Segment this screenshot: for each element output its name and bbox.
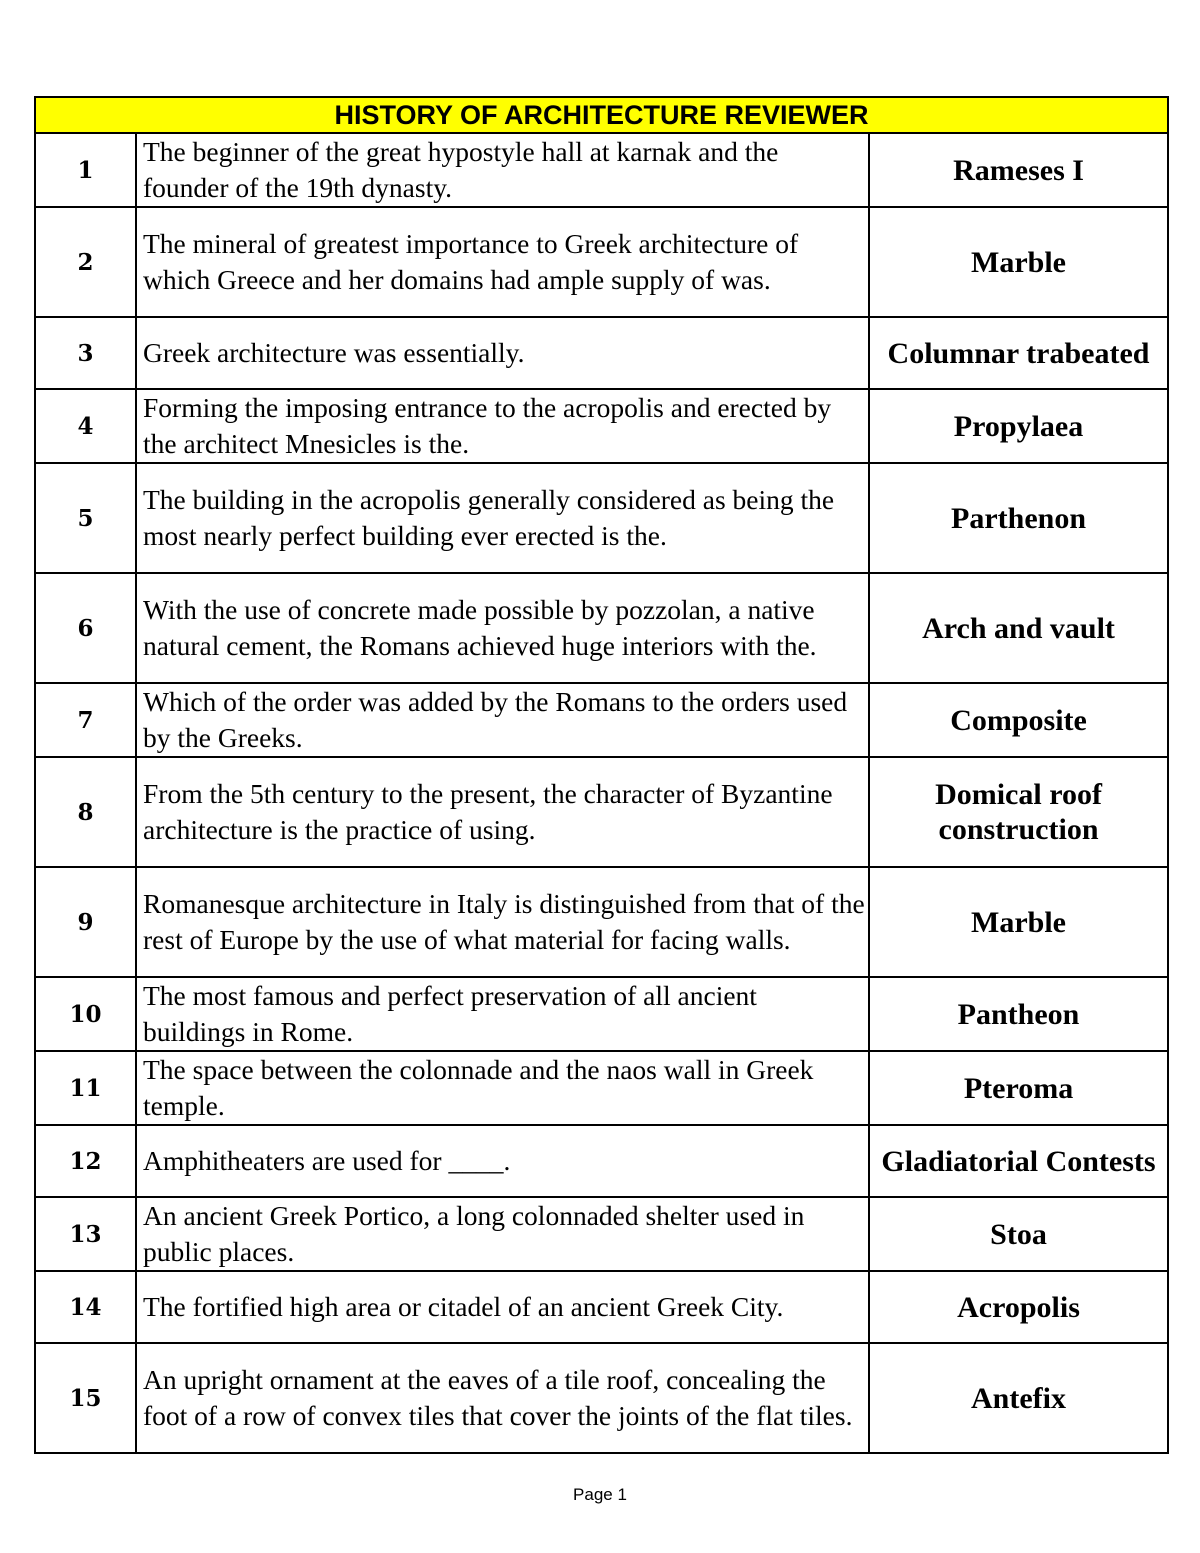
- item-number: 6: [35, 573, 136, 683]
- question-text: The space between the colonnade and the naos wall in Greek temple.: [136, 1051, 869, 1125]
- answer-text: Stoa: [869, 1197, 1168, 1271]
- item-number: 2: [35, 207, 136, 317]
- question-text: An upright ornament at the eaves of a tile roof, concealing the foot of a row of convex tiles that cover the joints of the flat tiles.: [136, 1343, 869, 1453]
- question-text: With the use of concrete made possible by pozzolan, a native natural cement, the Romans achieved huge interiors with the.: [136, 573, 869, 683]
- answer-text: Antefix: [869, 1343, 1168, 1453]
- page-number: Page 1: [573, 1485, 627, 1504]
- question-text: From the 5th century to the present, the character of Byzantine architecture is the practice of using.: [136, 757, 869, 867]
- question-text: Amphitheaters are used for ____.: [136, 1125, 869, 1197]
- answer-text: Columnar trabeated: [869, 317, 1168, 389]
- answer-text: Gladiatorial Contests: [869, 1125, 1168, 1197]
- item-number: 5: [35, 463, 136, 573]
- item-number: 4: [35, 389, 136, 463]
- table-row: [35, 1271, 1168, 1343]
- item-number: 14: [35, 1271, 136, 1343]
- question-text: The building in the acropolis generally considered as being the most nearly perfect building ever erected is the.: [136, 463, 869, 573]
- table-row: [35, 317, 1168, 389]
- table-row: [35, 463, 1168, 573]
- table-row: [35, 867, 1168, 977]
- table-row: [35, 133, 1168, 207]
- table-row: [35, 1197, 1168, 1271]
- table-row: [35, 573, 1168, 683]
- answer-text: Propylaea: [869, 389, 1168, 463]
- table-row: [35, 683, 1168, 757]
- question-text: Romanesque architecture in Italy is distinguished from that of the rest of Europe by the use of what material for facing walls.: [136, 867, 869, 977]
- item-number: 12: [35, 1125, 136, 1197]
- answer-text: Acropolis: [869, 1271, 1168, 1343]
- answer-text: Arch and vault: [869, 573, 1168, 683]
- question-text: Which of the order was added by the Romans to the orders used by the Greeks.: [136, 683, 869, 757]
- item-number: 9: [35, 867, 136, 977]
- table-row: [35, 977, 1168, 1051]
- question-text: The most famous and perfect preservation of all ancient buildings in Rome.: [136, 977, 869, 1051]
- table-row: [35, 1343, 1168, 1453]
- item-number: 1: [35, 133, 136, 207]
- question-text: Greek architecture was essentially.: [136, 317, 869, 389]
- table-row: [35, 757, 1168, 867]
- answer-text: Rameses I: [869, 133, 1168, 207]
- item-number: 13: [35, 1197, 136, 1271]
- answer-text: Parthenon: [869, 463, 1168, 573]
- question-text: An ancient Greek Portico, a long colonnaded shelter used in public places.: [136, 1197, 869, 1271]
- table-row: [35, 1051, 1168, 1125]
- answer-text: Marble: [869, 867, 1168, 977]
- question-text: The beginner of the great hypostyle hall at karnak and the founder of the 19th dynasty.: [136, 133, 869, 207]
- answer-text: Composite: [869, 683, 1168, 757]
- item-number: 11: [35, 1051, 136, 1125]
- question-text: The fortified high area or citadel of an ancient Greek City.: [136, 1271, 869, 1343]
- reviewer-table: [34, 96, 1169, 1454]
- question-text: The mineral of greatest importance to Greek architecture of which Greece and her domains had ample supply of was.: [136, 207, 869, 317]
- item-number: 8: [35, 757, 136, 867]
- answer-text: Pteroma: [869, 1051, 1168, 1125]
- answer-text: Pantheon: [869, 977, 1168, 1051]
- item-number: 10: [35, 977, 136, 1051]
- item-number: 15: [35, 1343, 136, 1453]
- title-row: [35, 97, 1168, 133]
- table-row: [35, 207, 1168, 317]
- answer-text: Domical roof construction: [869, 757, 1168, 867]
- question-text: Forming the imposing entrance to the acropolis and erected by the architect Mnesicles is the.: [136, 389, 869, 463]
- table-row: [35, 1125, 1168, 1197]
- table-row: [35, 389, 1168, 463]
- answer-text: Marble: [869, 207, 1168, 317]
- item-number: 7: [35, 683, 136, 757]
- table-title: HISTORY OF ARCHITECTURE REVIEWER: [35, 97, 1168, 133]
- item-number: 3: [35, 317, 136, 389]
